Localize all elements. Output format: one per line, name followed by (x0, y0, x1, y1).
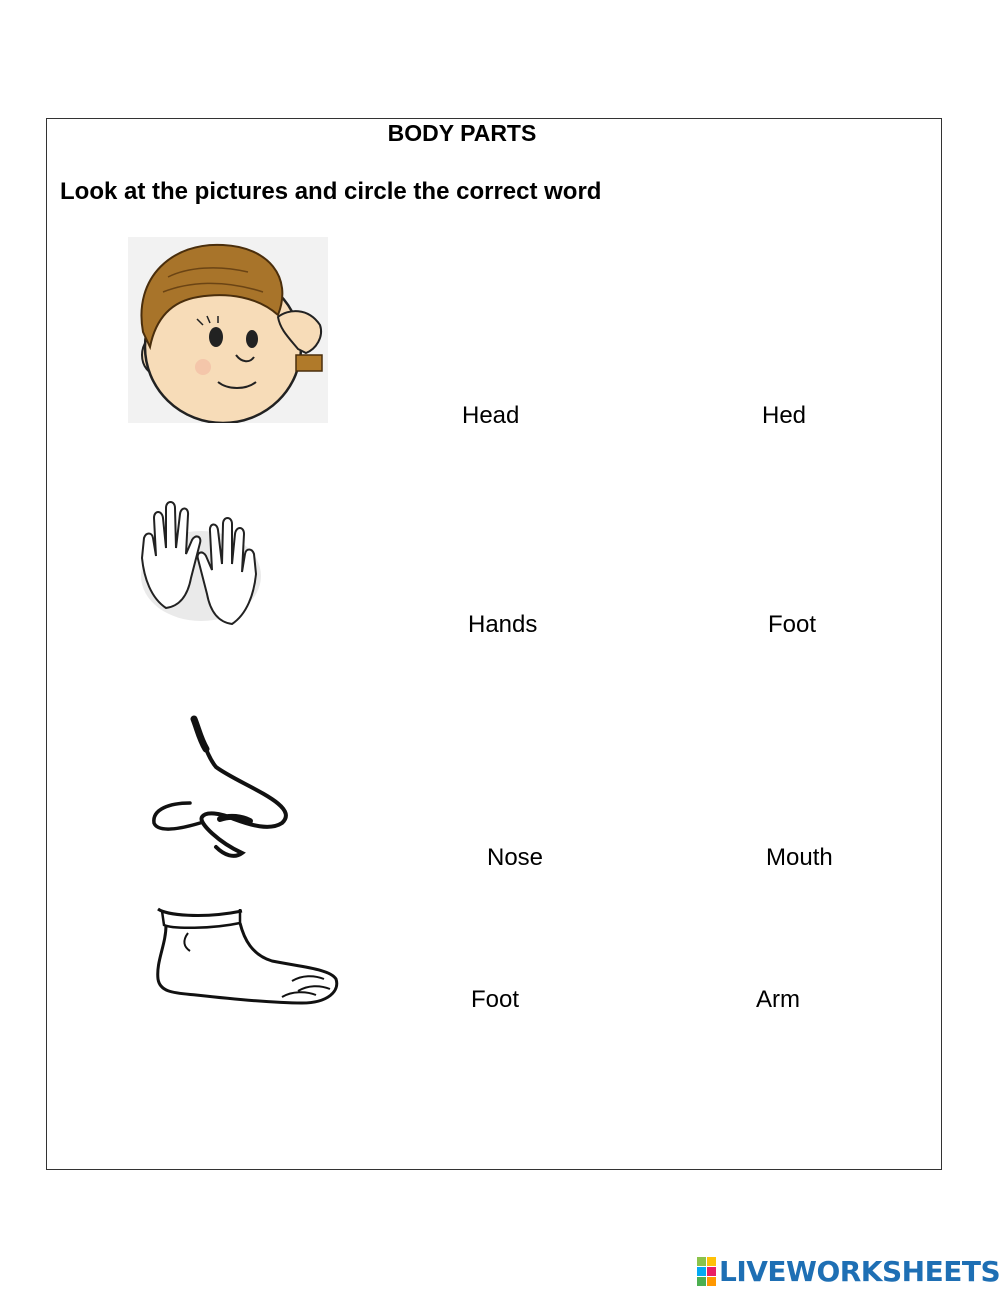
foot-picture (152, 905, 342, 1010)
row-2-option-a[interactable]: Hands (468, 611, 538, 638)
nose-picture (150, 715, 300, 865)
hands-picture (136, 498, 266, 633)
row-4-option-b[interactable]: Arm (756, 986, 800, 1013)
logo-text: LIVEWORKSHEETS (719, 1254, 1000, 1288)
row-3-option-b[interactable]: Mouth (766, 844, 833, 871)
liveworksheets-logo (697, 1255, 1000, 1287)
head-picture (128, 237, 328, 423)
row-1-option-a[interactable]: Head (462, 402, 520, 429)
worksheet-title: BODY PARTS (387, 120, 537, 146)
row-1-option-b[interactable]: Hed (762, 402, 807, 429)
row-3-option-a[interactable]: Nose (487, 844, 544, 871)
logo-blocks-icon (697, 1257, 716, 1286)
row-2-option-b[interactable]: Foot (768, 611, 817, 638)
worksheet-instruction: Look at the pictures and circle the correct word (60, 178, 602, 205)
row-4-option-a[interactable]: Foot (471, 986, 520, 1013)
